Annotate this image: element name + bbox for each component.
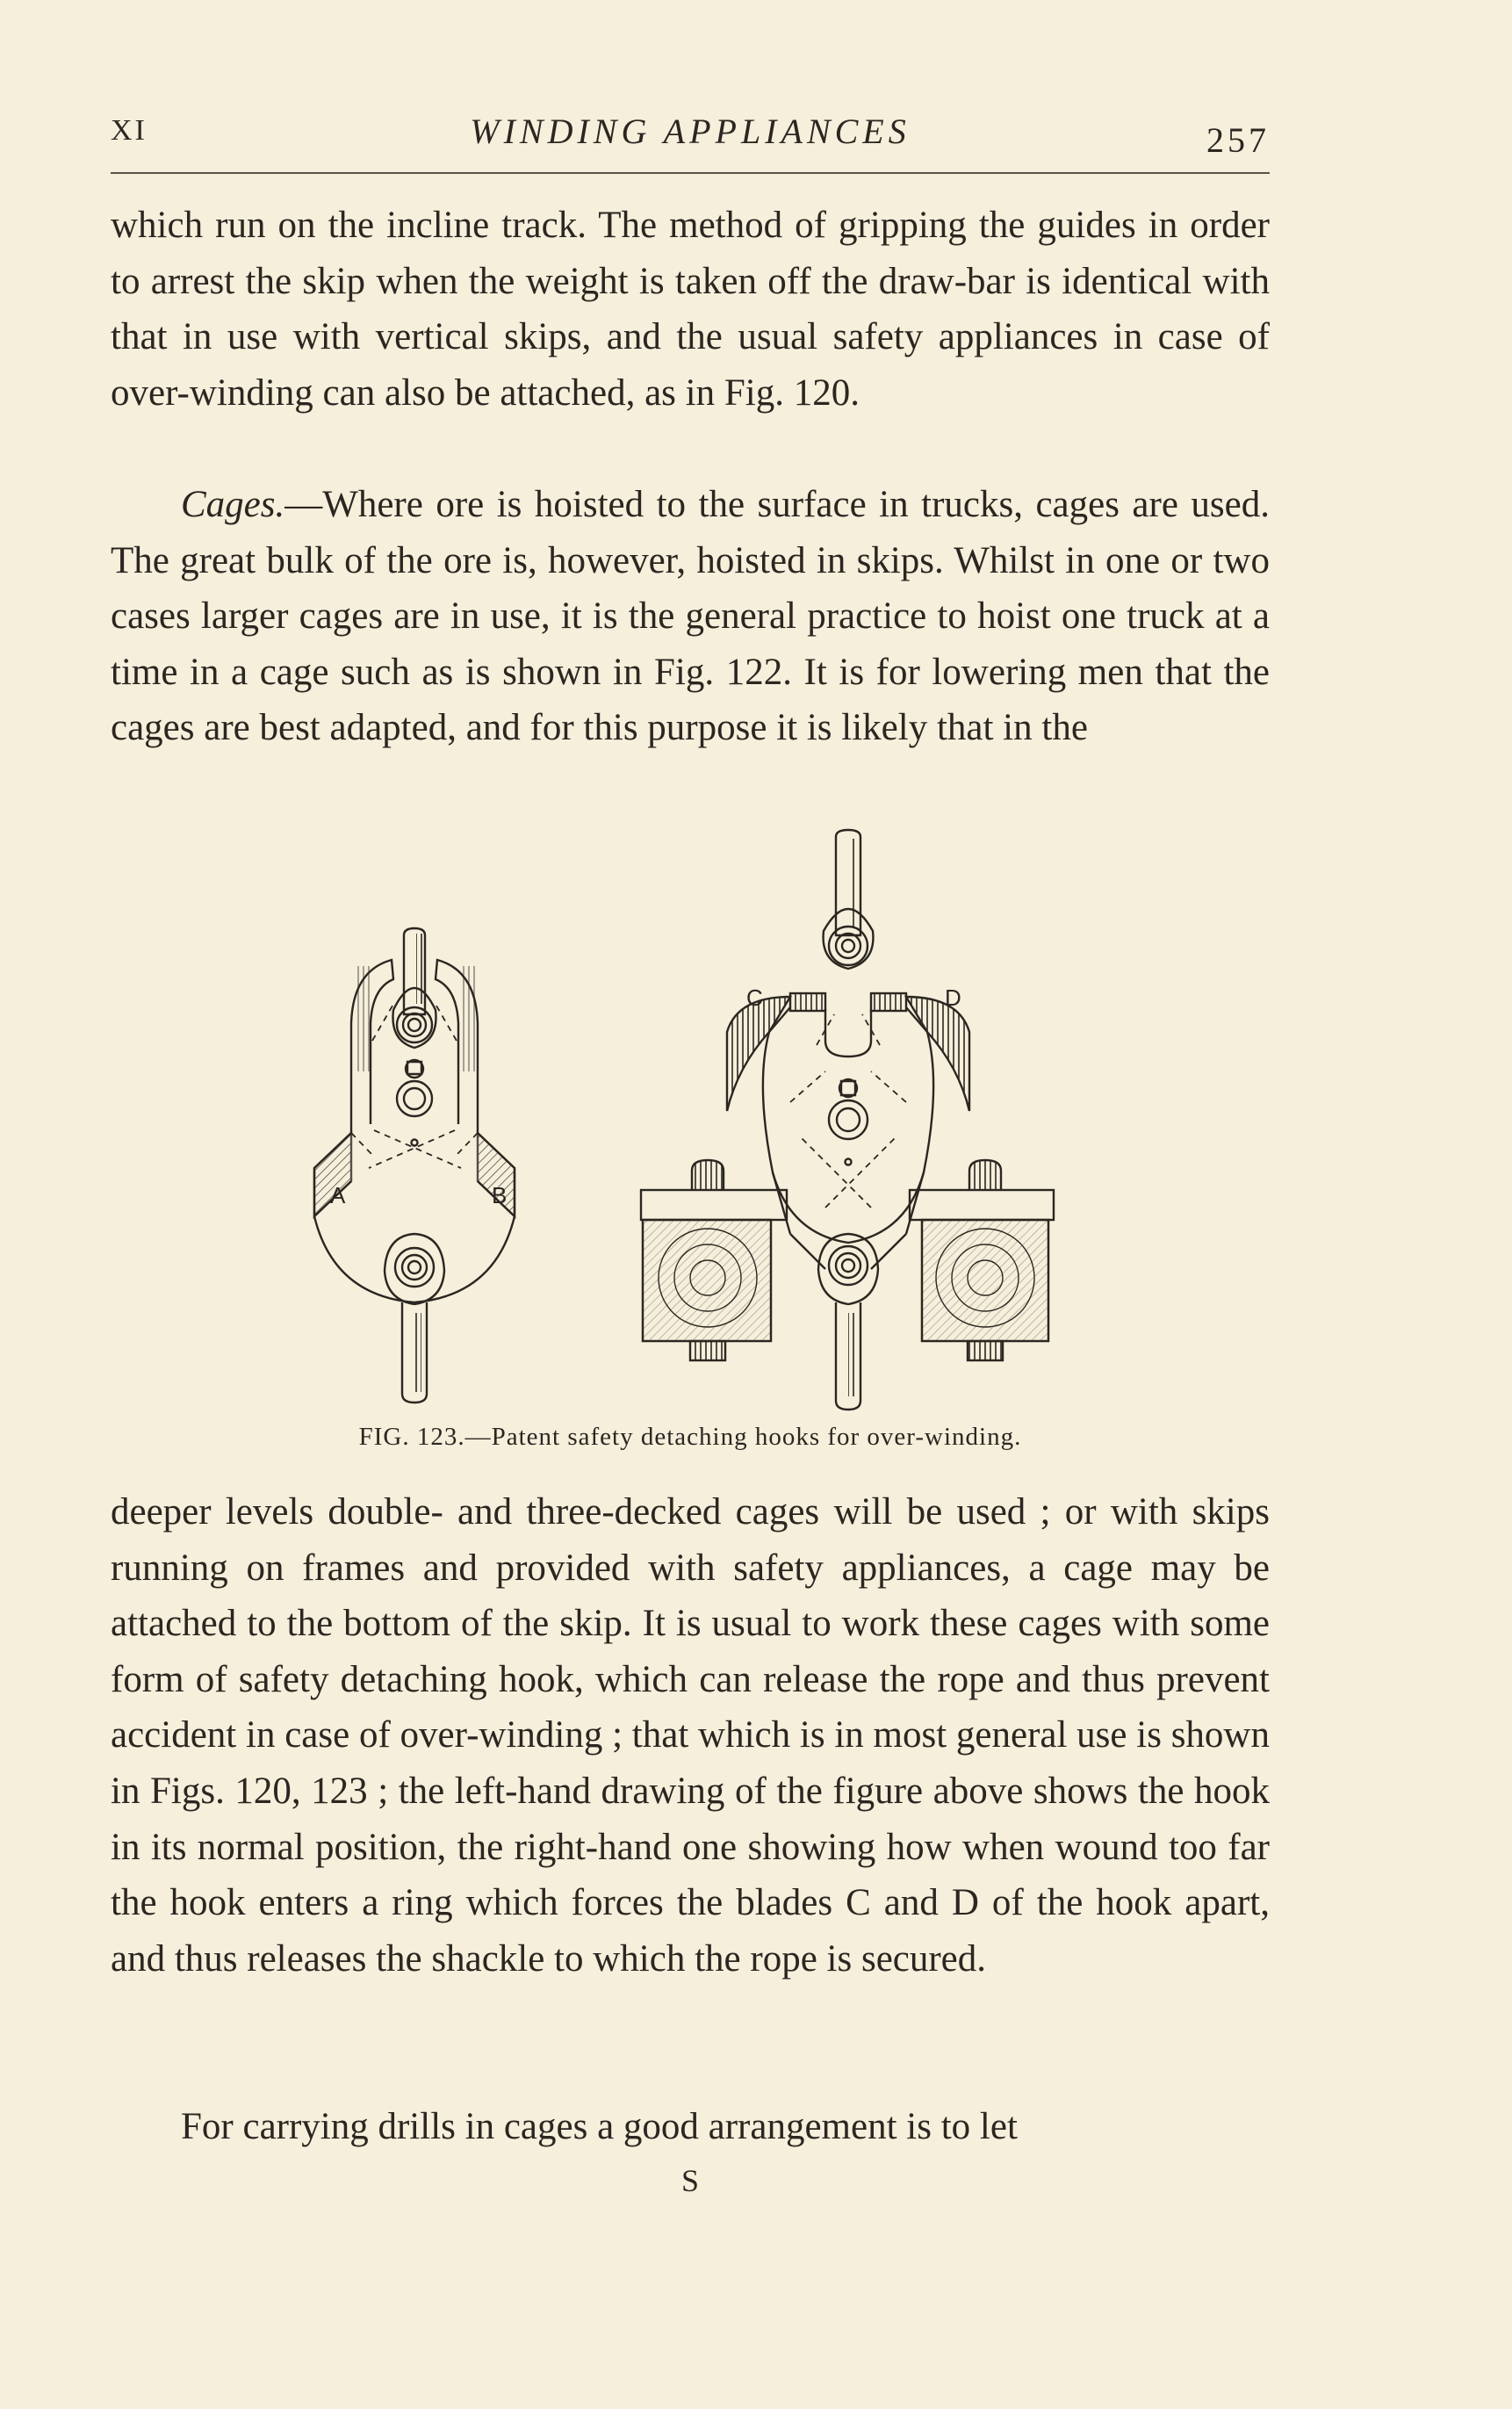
label-b: B (492, 1182, 508, 1208)
header-rule (111, 172, 1270, 174)
paragraph-carrying-drills: For carrying drills in cages a good arrangement is to let (181, 2106, 1018, 2147)
figure-caption: FIG. 123.—Patent safety detaching hooks for over-winding. (358, 1423, 1022, 1451)
paragraph-cages-body: —Where ore is hoisted to the surface in trucks, cages are used. The great bulk of the ore is, however, hoisted in skips. Whilst in one or two cases larger cages are in use, it is the general practice to hoist one truck at a time in a cage such as is shown in Fig. 122. It is for lowering men that the cages are best adapted, and for this purpose it is likely that in the (111, 484, 1270, 749)
label-c: C (746, 985, 763, 1011)
figure-detaching-hooks (299, 821, 1089, 1453)
left-hook-drawing (314, 928, 515, 1403)
label-a: A (330, 1182, 346, 1208)
running-head (111, 107, 1270, 160)
paragraph-cages (111, 477, 1270, 756)
page-number: 257 (1206, 120, 1270, 160)
signature-mark: S (680, 2163, 700, 2198)
running-title: WINDING APPLIANCES (470, 112, 911, 151)
label-d: D (945, 985, 961, 1011)
figure-drawing (299, 821, 1089, 1453)
paragraph-detaching-hook: deeper levels double- and three-decked cages will be used ; or with skips running on frames and provided with safety appliances, a cage may be attached to the bottom of the skip. It is usual to work these cages with some form of safety detaching hook, which can release the rope and thus prevent accident in case of over-winding ; that which is in most general use is shown in Figs. 120, 123 ; the left-hand drawing of the figure above shows the hook in its normal position, the right-hand one showing how when wound too far the hook enters a ring which forces the blades C and D of the hook apart, and thus releases the shackle to which the rope is secured. (111, 1491, 1270, 1980)
right-hook-drawing (641, 830, 1054, 1410)
chapter-number: XI (111, 114, 148, 147)
section-heading-cages: Cages. (181, 484, 285, 525)
paragraph-incline-track: which run on the incline track. The method of gripping the guides in order to arrest the skip when the weight is taken off the draw-bar is identical with that in use with vertical skips, and the usual safety appliances in case of over-winding can also be attached, as in Fig. 120. (111, 205, 1270, 414)
